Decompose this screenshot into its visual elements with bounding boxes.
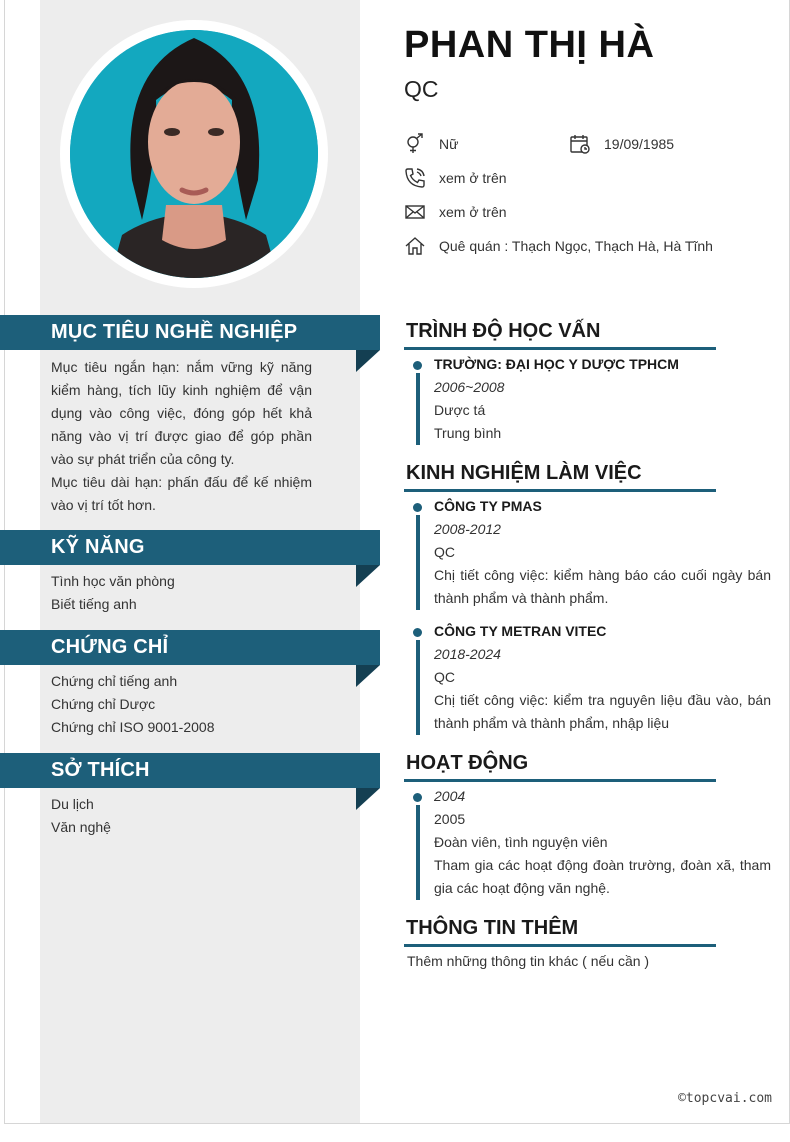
timeline-dot — [413, 628, 422, 637]
activities-title: HOẠT ĐỘNG — [406, 752, 529, 774]
phone-row — [404, 167, 507, 189]
email-icon — [404, 201, 426, 223]
hobbies-fold — [356, 788, 380, 810]
list-item: Chứng chỉ ISO 9001-2008 — [51, 719, 215, 735]
activity-role: Đoàn viên, tình nguyện viên — [434, 834, 608, 850]
job-position: QC — [434, 544, 455, 560]
experience-timeline-2 — [416, 640, 420, 735]
education-underline — [404, 347, 716, 350]
objective-fold — [356, 350, 380, 372]
timeline-dot — [413, 503, 422, 512]
certificates-title: CHỨNG CHỈ — [51, 636, 169, 658]
email-value: xem ở trên — [439, 204, 507, 220]
email-row — [404, 201, 507, 223]
certificates-fold — [356, 665, 380, 687]
address-value: Quê quán : Thạch Ngọc, Thạch Hà, Hà Tĩnh — [439, 238, 713, 254]
candidate-name: PHAN THỊ HÀ — [404, 24, 655, 66]
education-period: 2006~2008 — [434, 379, 505, 395]
certificates-list — [51, 670, 312, 739]
list-item: Văn nghệ — [51, 819, 111, 835]
job-company: CÔNG TY METRAN VITEC — [434, 623, 607, 639]
footer-watermark: ©topcvai.com — [678, 1091, 772, 1106]
job-company: CÔNG TY PMAS — [434, 498, 542, 514]
objective-body — [51, 356, 312, 517]
education-timeline — [416, 373, 420, 445]
activity-end-year: 2005 — [434, 811, 466, 827]
skills-fold — [356, 565, 380, 587]
activities-timeline — [416, 805, 420, 900]
additional-underline — [404, 944, 716, 947]
job-period: 2018-2024 — [434, 646, 501, 662]
experience-timeline-1 — [416, 515, 420, 610]
list-item: Chứng chỉ tiếng anh — [51, 673, 178, 689]
candidate-role: QC — [404, 76, 439, 102]
objective-long-term: Mục tiêu dài hạn: phấn đấu để kế nhiệm vào vị trí tốt hơn. — [51, 474, 312, 513]
hobbies-list — [51, 793, 312, 839]
timeline-dot — [413, 793, 422, 802]
job-period: 2008-2012 — [434, 521, 501, 537]
experience-title: KINH NGHIỆM LÀM VIỆC — [406, 462, 642, 484]
list-item: Chứng chỉ Dược — [51, 696, 156, 712]
additional-title: THÔNG TIN THÊM — [406, 917, 579, 939]
activity-detail: Tham gia các hoạt động đoàn trường, đoàn xã, tham gia các hoạt động văn nghệ. — [434, 857, 771, 896]
education-school: TRƯỜNG: ĐẠI HỌC Y DƯỢC TPHCM — [434, 356, 679, 372]
list-item: Biết tiếng anh — [51, 596, 137, 612]
education-grade: Trung bình — [434, 425, 502, 441]
avatar — [70, 30, 318, 278]
additional-text: Thêm những thông tin khác ( nếu cần ) — [407, 953, 650, 969]
avatar-image — [70, 30, 318, 278]
objective-short-term: Mục tiêu ngắn hạn: nắm vững kỹ năng kiểm hàng, tích lũy kinh nghiệm để vận dụng vào công việc, đóng góp hết khả năng vào vị trí được giao để góp phần vào sự phát triển của công ty. — [51, 359, 312, 467]
home-icon — [404, 235, 426, 257]
job-position: QC — [434, 669, 455, 685]
skills-list — [51, 570, 312, 616]
phone-value: xem ở trên — [439, 170, 507, 186]
activity-start-year: 2004 — [434, 788, 466, 804]
calendar-icon — [569, 133, 591, 155]
gender-row — [404, 133, 458, 155]
job-detail: Chị tiết công việc: kiểm tra nguyên liệu đầu vào, bán thành phẩm và thành phẩm, nhập liệu — [434, 692, 771, 731]
activities-underline — [404, 779, 716, 782]
objective-title: MỤC TIÊU NGHỀ NGHIỆP — [51, 321, 298, 343]
certificates-header — [0, 630, 380, 665]
list-item: Du lịch — [51, 796, 94, 812]
gender-value: Nữ — [439, 136, 459, 152]
hobbies-title: SỞ THÍCH — [51, 759, 150, 781]
hobbies-header — [0, 753, 380, 788]
job-detail: Chị tiết công việc: kiểm hàng báo cáo cuối ngày bán thành phẩm và thành phẩm. — [434, 567, 771, 606]
phone-icon — [404, 167, 426, 189]
dob-value: 19/09/1985 — [604, 136, 675, 152]
timeline-dot — [413, 361, 422, 370]
education-title: TRÌNH ĐỘ HỌC VẤN — [406, 320, 601, 342]
list-item: Tình học văn phòng — [51, 573, 175, 589]
skills-header — [0, 530, 380, 565]
experience-underline — [404, 489, 716, 492]
objective-header — [0, 315, 380, 350]
dob-row — [569, 133, 674, 155]
skills-title: KỸ NĂNG — [51, 536, 145, 558]
gender-icon — [404, 133, 426, 155]
address-row — [404, 235, 713, 257]
education-major: Dược tá — [434, 402, 486, 418]
